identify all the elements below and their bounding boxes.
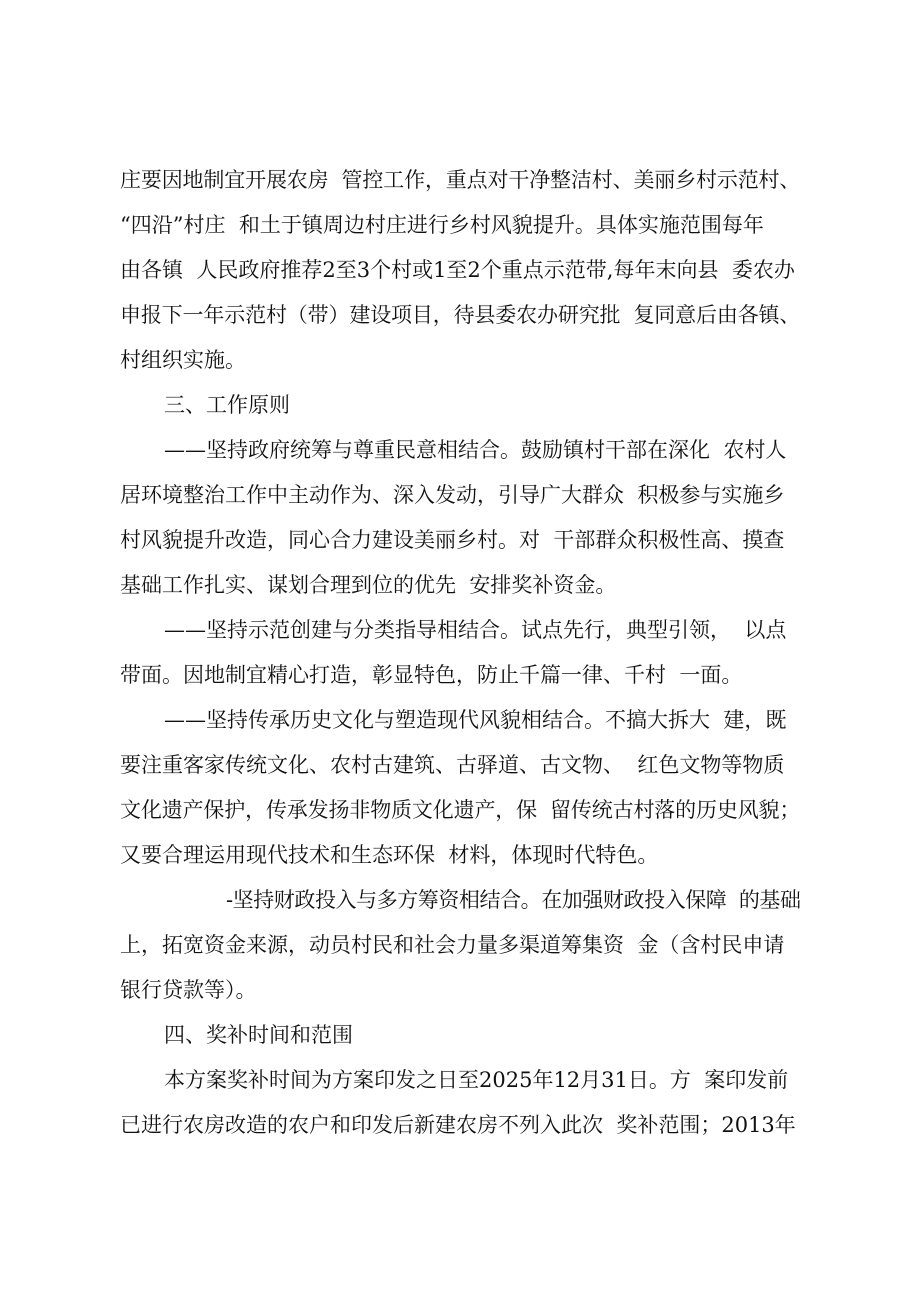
text-line: 已进行农房改造的农户和印发后新建农房不列入此次 奖补范围；2013年 — [120, 1113, 796, 1137]
text-line: 又要合理运用现代技术和生态环保 材料，体现时代特色。 — [120, 843, 659, 867]
text-line: ——坚持示范创建与分类指导相结合。试点先行，典型引领， 以点 — [164, 618, 787, 642]
section-heading: 三、工作原则 — [164, 393, 290, 417]
text-line: 要注重客家传统文化、农村古建筑、古驿道、古文物、 红色文物等物质 — [120, 753, 785, 777]
text-line: -坚持财政投入与多方筹资相结合。在加强财政投入保障 的基础 — [226, 888, 801, 912]
section-heading: 四、奖补时间和范围 — [164, 1023, 353, 1047]
text-line: 村组织实施。 — [120, 348, 246, 372]
text-line: ——坚持政府统筹与尊重民意相结合。鼓励镇村干部在深化 农村人 — [164, 438, 787, 462]
text-line: 本方案奖补时间为方案印发之日至2025年12月31日。方 案印发前 — [164, 1068, 789, 1092]
text-line: 庄要因地制宜开展农房 管控工作，重点对干净整洁村、美丽乡村示范村、 — [120, 168, 801, 192]
text-line: 由各镇 人民政府推荐2至3个村或1至2个重点示范带,每年末向县 委农办 — [120, 258, 795, 282]
text-line: 银行贷款等）。 — [120, 978, 257, 1002]
text-line: 村风貌提升改造，同心合力建设美丽乡村。对 干部群众积极性高、摸查 — [120, 528, 785, 552]
text-line: 上，拓宽资金来源，动员村民和社会力量多渠道筹集资 金（含村民申请 — [120, 933, 785, 957]
text-line: “四沿”村庄 和土于镇周边村庄进行乡村风貌提升。具体实施范围每年 — [120, 213, 764, 237]
text-line: ——坚持传承历史文化与塑造现代风貌相结合。不搞大拆大 建，既 — [164, 708, 787, 732]
text-line: 带面。因地制宜精心打造，彰显特色，防止千篇一律、千村 一面。 — [120, 663, 743, 687]
text-line: 居环境整治工作中主动作为、深入发动，引导广大群众 积极参与实施乡 — [120, 483, 785, 507]
text-line: 文化遗产保护，传承发扬非物质文化遗产，保 留传统古村落的历史风貌； — [120, 798, 801, 822]
text-line: 基础工作扎实、谋划合理到位的优先 安排奖补资金。 — [120, 573, 617, 597]
text-line: 申报下一年示范村（带）建设项目，待县委农办研究批 复同意后由各镇、 — [120, 303, 801, 327]
